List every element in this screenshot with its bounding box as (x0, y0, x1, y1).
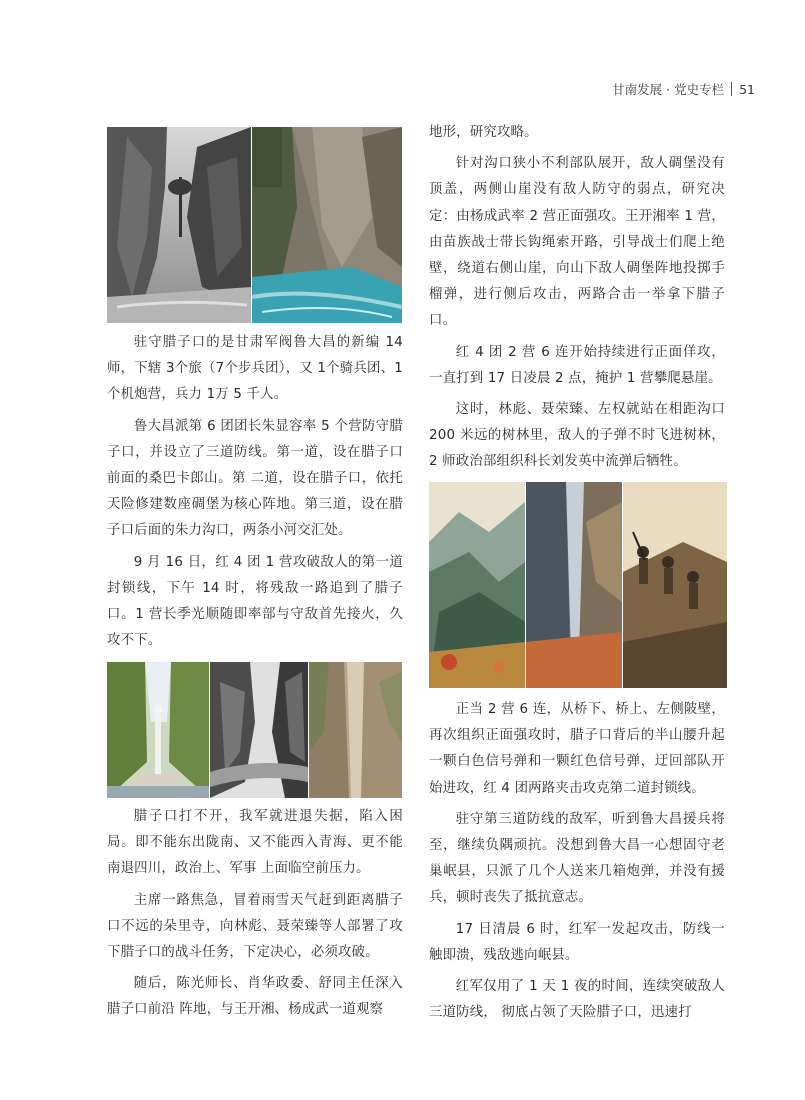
paragraph: 地形，研究攻略。 (429, 125, 538, 140)
paragraph: 随后，陈光师长、肖华政委、舒同主任深入腊子口前沿 阵地，与王开湘、杨成武一道观察 (107, 976, 403, 1018)
paragraph: 鲁大昌派第 6 团团长朱显容率 5 个营防守腊子口，并设立了三道防线。第一道，设在腊子口前面的桑巴卡郎山。第 二道，设在腊子口，依托天险修建数座碉堡为核心阵地。第三道，设在腊子口后面的朱力沟口，两条小河交汇处。 (107, 418, 403, 539)
paragraph: 9 月 16 日，红 4 团 1 营攻破敌人的第一道封锁线，下午 14 时，将残敌一路追到了腊子口。1 营长季光顺随即率部与守敌首先接火，久攻不下。 (107, 554, 403, 649)
canyon-cliff-photo (309, 662, 402, 798)
paragraph: 红军仅用了 1 天 1 夜的时间，连续突破敌人三道防线， 彻底占领了天险腊子口，迅速打 (429, 979, 725, 1021)
section-title: 甘南发展 · 党史专栏 (612, 82, 725, 97)
paragraph: 红 4 团 2 营 6 连开始持续进行正面佯攻，一直打到 17 日凌晨 2 点，掩护 1 营攀爬悬崖。 (429, 344, 725, 386)
black-white-road-gorge-photo (210, 662, 308, 798)
right-column-text-top (429, 120, 725, 476)
paragraph: 正当 2 营 6 连，从桥下、桥上、左侧陂壁，再次组织正面强攻时，腊子口背后的半山腰升起一颗白色信号弹和一颗红色信号弹，迂回部队开始进攻，红 4 团两路夹击攻克第二道封锁线。 (429, 702, 725, 796)
header-divider (731, 82, 732, 96)
paragraph: 腊子口打不开，我军就进退失据，陷入困局。即不能东出陇南、又不能西入青海、更不能南退四川，政治上、军事 上面临空前压力。 (107, 809, 403, 877)
monument-gorge-photo (107, 662, 209, 798)
paragraph: 17 日清晨 6 时，红军一发起攻击，防线一触即溃，残敌逃向岷县。 (429, 921, 725, 963)
left-column-text-top (107, 330, 403, 654)
paragraph: 针对沟口狭小不利部队展开，敌人碉堡没有顶盖，两侧山崖没有敌人防守的弱点，研究决定：由杨成武率 2 营正面强攻。王开湘率 1 营，由苗族战士带长钩绳索开路，引导战士们爬上绝壁，绕道右侧山崖，向山下敌人碉堡阵地投掷手榴弹，进行侧后攻击，两路合击一举拿下腊子口。 (429, 156, 725, 329)
color-gorge-river-photo (252, 127, 402, 323)
gorge-painting-landscape (429, 482, 525, 688)
page-number: 51 (739, 82, 755, 97)
gorge-painting-cliffs (526, 482, 622, 688)
paragraph: 驻守第三道防线的敌军，听到鲁大昌援兵将至，继续负隅顽抗。没想到鲁大昌一心想固守老巢岷县，只派了几个人送来几箱炮弹，并没有援兵，顿时丧失了抵抗意志。 (429, 811, 725, 906)
paragraph: 驻守腊子口的是甘肃军阀鲁大昌的新编 14 师，下辖 3个旅（7个步兵团），又 1个骑兵团、1个机炮营，兵力 1万 5 千人。 (107, 335, 403, 403)
paragraph: 这时，林彪、聂荣臻、左权就站在相距沟口 200 米远的树林里，敌人的子弹不时飞进树林，2 师政治部组织科长刘发英中流弹后牺牲。 (429, 402, 725, 470)
black-white-gorge-photo (107, 127, 251, 323)
right-column-text-bottom (429, 697, 725, 1026)
battle-painting-soldiers (623, 482, 727, 688)
left-column-text-bottom (107, 804, 403, 1024)
paragraph: 主席一路焦急，冒着雨雪天气赶到距离腊子口不远的朵里寺，向林彪、聂荣臻等人部署了攻下腊子口的战斗任务，下定决心，必须攻破。 (107, 892, 403, 961)
page-header (560, 80, 755, 100)
